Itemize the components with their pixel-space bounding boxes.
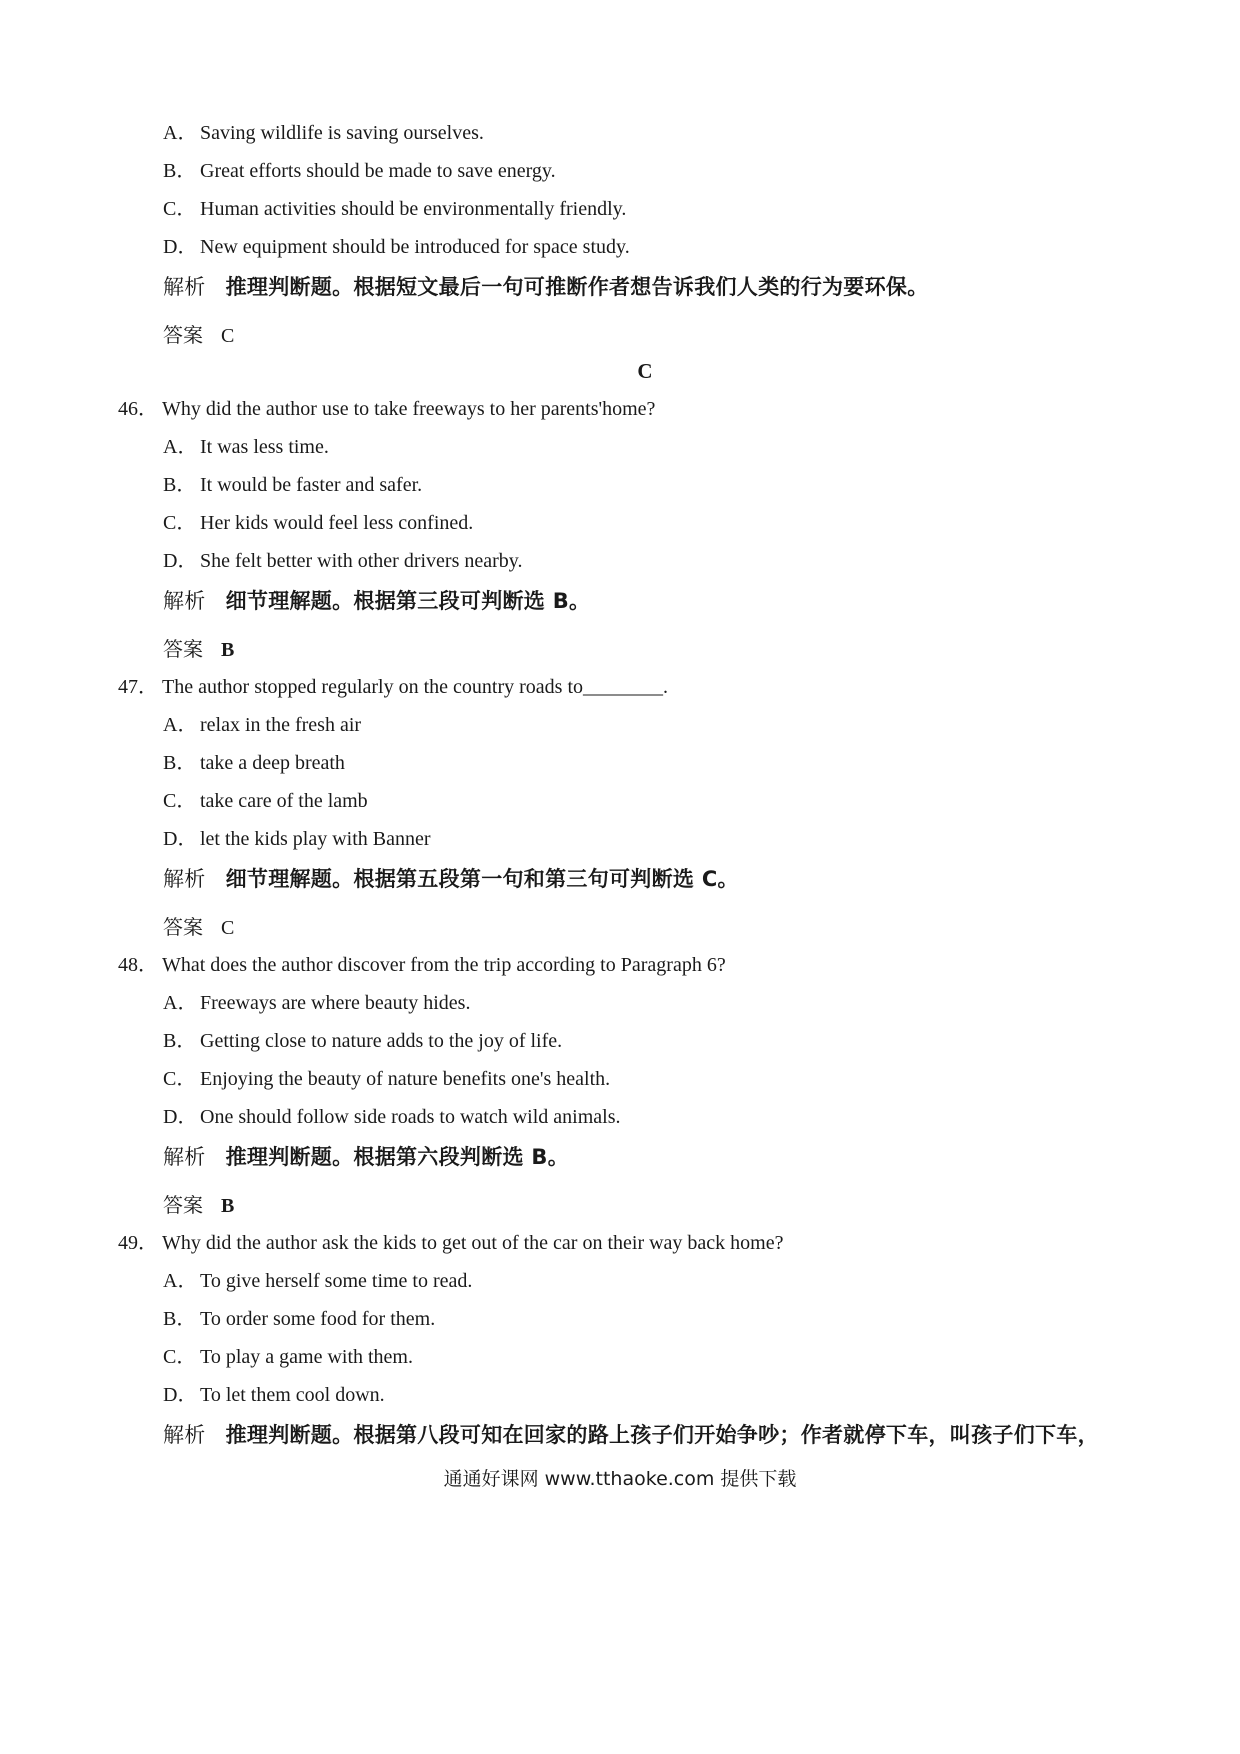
analysis: 解析 推理判断题。根据第八段可知在回家的路上孩子们开始争吵；作者就停下车，叫孩子们下车， [163, 1423, 1099, 1447]
option-c: C． Enjoying the beauty of nature benefits one's health. [163, 1068, 611, 1090]
analysis: 解析 推理判断题。根据第六段判断选 B。 [163, 1145, 570, 1169]
option-a: A． Freeways are where beauty hides. [163, 992, 471, 1014]
option-a: A． It was less time. [163, 436, 329, 458]
option-b: B． It would be faster and safer. [163, 474, 423, 496]
option-d: D． To let them cool down. [163, 1384, 385, 1406]
option-c: C． Her kids would feel less confined. [163, 512, 474, 534]
option-a: A． Saving wildlife is saving ourselves. [163, 122, 484, 144]
page-footer: 通通好课网 www.tthaoke.com 提供下载 [443, 1468, 797, 1490]
question-stem: 47． The author stopped regularly on the country roads to________. [118, 676, 668, 698]
analysis: 解析 细节理解题。根据第五段第一句和第三句可判断选 C。 [163, 867, 739, 891]
question-stem: 49． Why did the author ask the kids to get out of the car on their way back home? [118, 1232, 784, 1254]
option-d: D． One should follow side roads to watch wild animals. [163, 1106, 621, 1128]
option-c: C． take care of the lamb [163, 790, 368, 812]
section-heading: C [637, 359, 653, 383]
option-b: B． take a deep breath [163, 752, 345, 774]
option-a: A． relax in the fresh air [163, 714, 362, 736]
option-b: B． To order some food for them. [163, 1308, 436, 1330]
option-b: B． Getting close to nature adds to the joy of life. [163, 1030, 563, 1052]
option-c: C． Human activities should be environmentally friendly. [163, 198, 627, 220]
answer: 答案 B [163, 1193, 235, 1217]
option-d: D． New equipment should be introduced for space study. [163, 236, 630, 258]
analysis: 解析 细节理解题。根据第三段可判断选 B。 [163, 589, 591, 613]
option-a: A． To give herself some time to read. [163, 1270, 473, 1292]
option-c: C． To play a game with them. [163, 1346, 413, 1368]
question-stem: 48． What does the author discover from the trip according to Paragraph 6? [118, 954, 726, 976]
analysis: 解析 推理判断题。根据短文最后一句可推断作者想告诉我们人类的行为要环保。 [163, 275, 929, 299]
answer: 答案 C [163, 323, 235, 347]
question-stem: 46． Why did the author use to take freeways to her parents'home? [118, 398, 656, 420]
option-d: D． She felt better with other drivers nearby. [163, 550, 523, 572]
option-b: B． Great efforts should be made to save energy. [163, 160, 556, 182]
answer: 答案 C [163, 915, 235, 939]
answer: 答案 B [163, 637, 235, 661]
option-d: D． let the kids play with Banner [163, 828, 431, 850]
